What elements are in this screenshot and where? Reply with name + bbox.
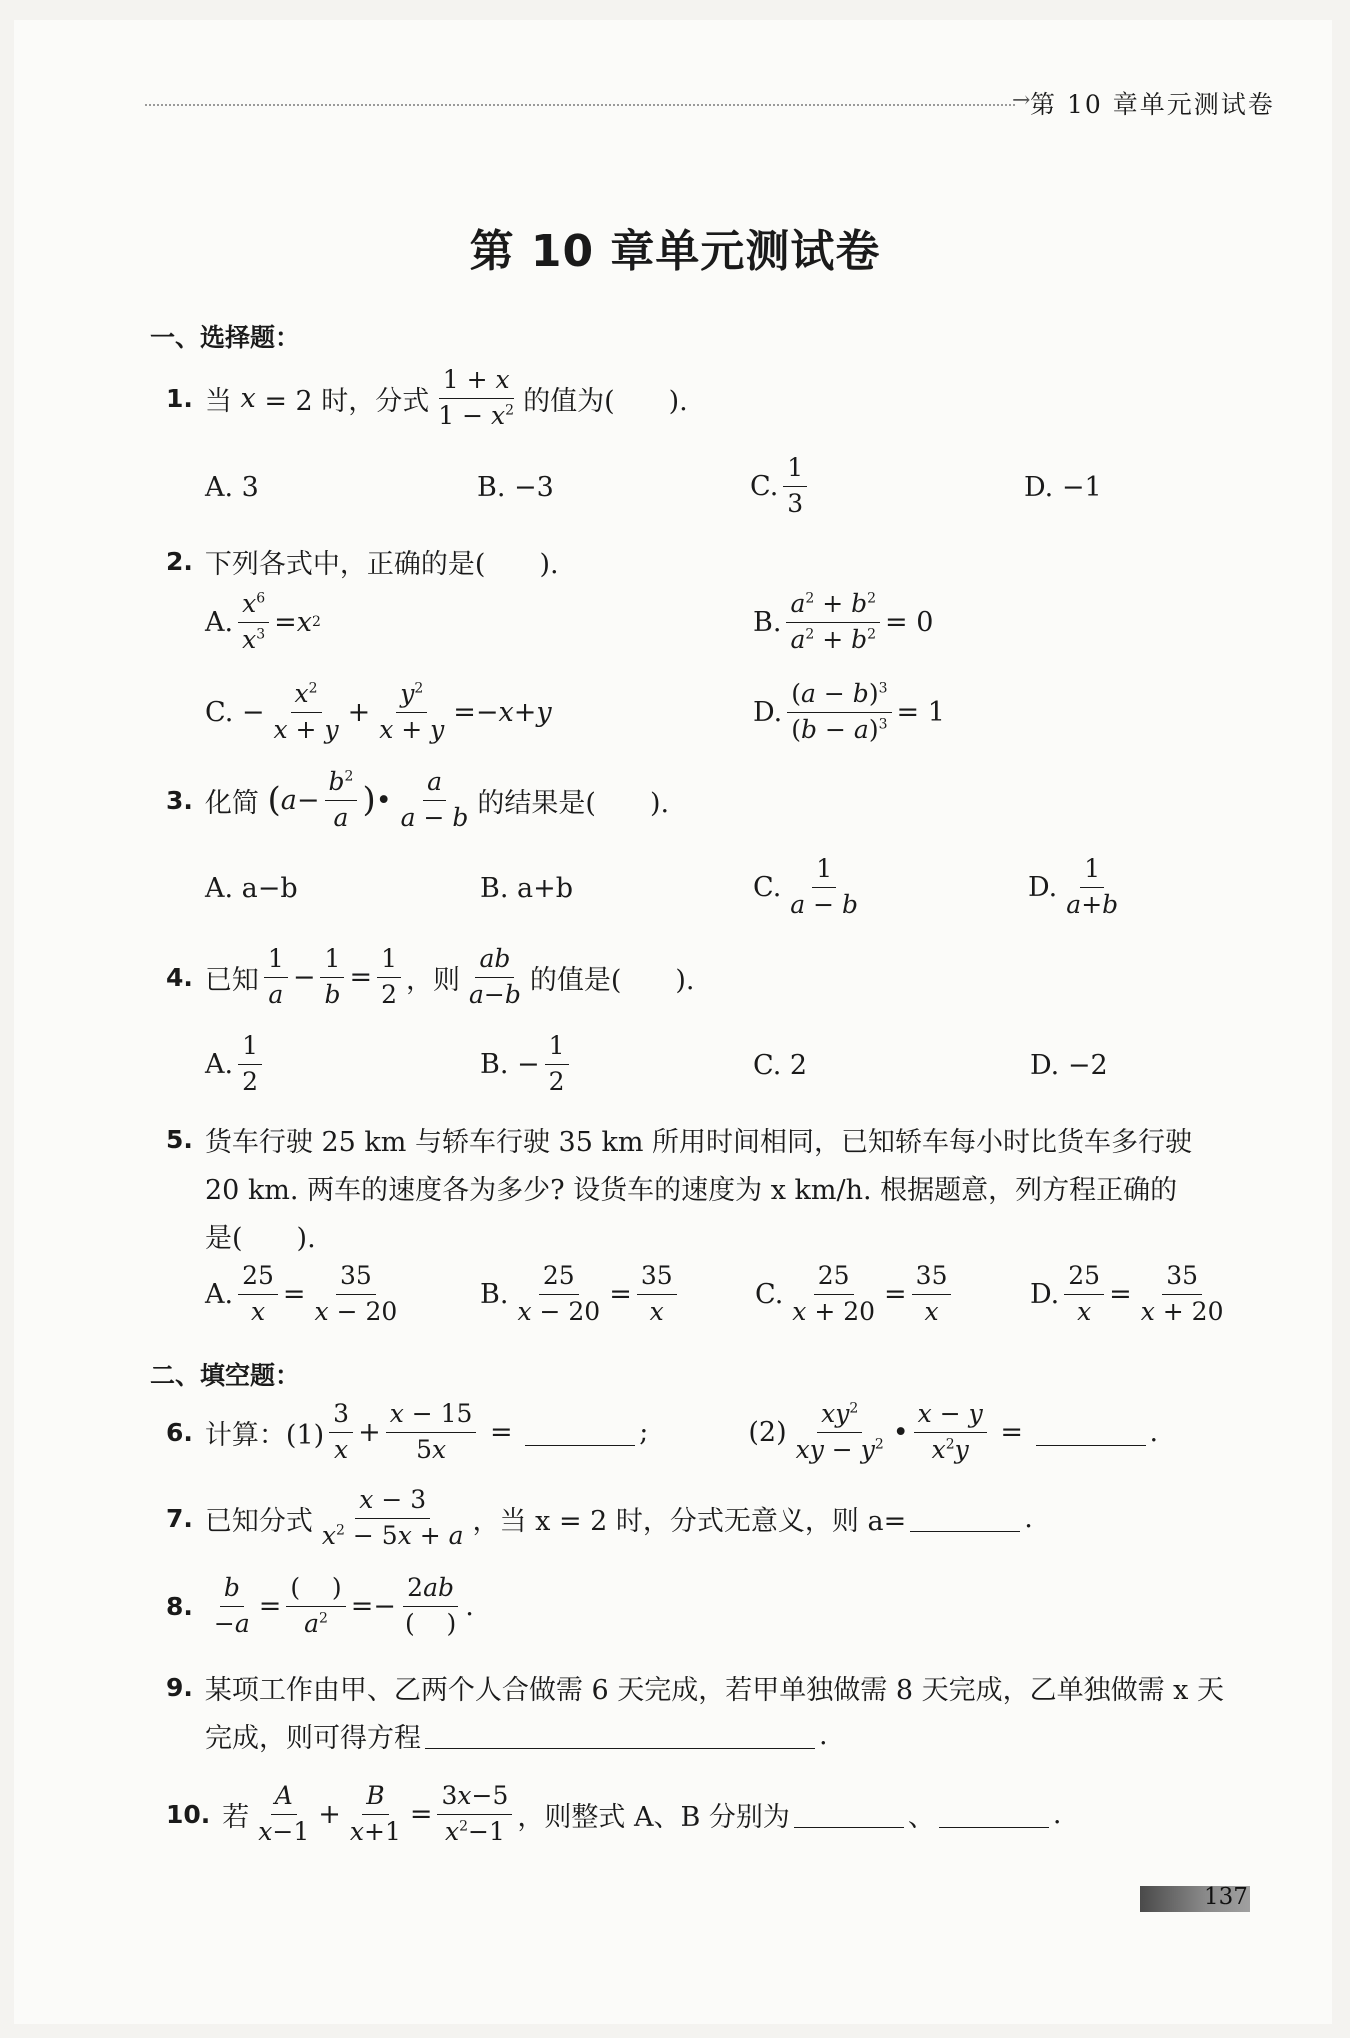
question-7: 7. 已知分式 $\frac{x - 3}{x^2 - 5x + a}$ ，当 x = 2 时，分式无意义，则 a= . [166, 1485, 1033, 1550]
question-number: 3. [166, 785, 193, 815]
q2-option-c[interactable]: C. − $\frac{x^2}{x + y}$ + $\frac{y^2}{x + y}$ =− x + y [205, 679, 552, 744]
q9-line-2: 完成，则可得方程 . [205, 1720, 828, 1754]
arrow-icon: → [1012, 88, 1031, 113]
fraction: $\frac{1 + x}{1 - x^2}$ [438, 365, 515, 430]
q5-line-3: 是( ). [205, 1223, 316, 1254]
q1-text-pre: 当 [204, 385, 232, 417]
question-number: 8. [166, 1591, 193, 1621]
question-1: 1. 当 x = 2 时，分式 $\frac{1 + x}{1 - x^2}$ 的值为( ). [166, 365, 688, 430]
question-8: 8. $\frac{b}{-a}$ = $\frac{( )}{a^2}$ =− $\frac{2ab}{( )}$ . [166, 1573, 474, 1638]
q3-text-pre: 化简 [204, 787, 259, 819]
q3-option-b[interactable]: B. a+b [480, 873, 574, 904]
q1-option-d[interactable]: D. −1 [1024, 472, 1102, 503]
q1-option-a[interactable]: A. 3 [205, 472, 259, 503]
question-number: 9. [166, 1673, 193, 1702]
answer-blank[interactable] [939, 1801, 1049, 1828]
q4-option-d[interactable]: D. −2 [1030, 1050, 1108, 1081]
question-number: 10. [166, 1799, 211, 1829]
section-choice: 一、选择题： [150, 323, 301, 352]
answer-blank[interactable] [910, 1505, 1020, 1532]
q1-text-mid: = 2 时，分式 [264, 385, 430, 417]
q5-option-c[interactable]: C. $\frac{25}{x + 20}$ = $\frac{35}{x}$ [755, 1262, 956, 1327]
q4-text-pre: 已知 [204, 964, 259, 996]
running-header: 第 10 章单元测试卷 [1030, 90, 1275, 119]
q5-line-1: 货车行驶 25 km 与轿车行驶 35 km 所用时间相同，已知轿车每小时比货车多行驶 [204, 1127, 1193, 1158]
q6-part-2: (2) [748, 1416, 787, 1448]
q3-option-c[interactable]: C. $\frac{1}{a - b}$ [753, 854, 859, 919]
q10-text-post: ，则整式 A、B 分别为 [517, 1801, 790, 1833]
answer-blank[interactable] [1036, 1419, 1146, 1446]
question-number: 2. [166, 547, 193, 576]
q1-option-c[interactable]: C. $\frac{1}{3}$ [750, 454, 812, 519]
question-number: 5. [166, 1125, 193, 1154]
question-number: 7. [166, 1503, 193, 1533]
answer-blank[interactable] [425, 1722, 815, 1749]
q2-option-b[interactable]: B. $\frac{a^2 + b^2}{a^2 + b^2}$ = 0 [753, 589, 934, 654]
q4-option-a[interactable]: A. $\frac{1}{2}$ [205, 1032, 267, 1097]
question-4: 4. 已知 $\frac{1}{a}$ − $\frac{1}{b}$ = $\frac{1}{2}$ ，则 $\frac{ab}{a-b}$ 的值是( ). [166, 944, 695, 1009]
section-fill: 二、填空题： [150, 1361, 301, 1390]
q1-option-b[interactable]: B. −3 [477, 472, 554, 503]
q2-option-a[interactable]: A. $\frac{x^6}{x^3}$ = x 2 [205, 589, 321, 654]
question-6: 6. 计算：(1) $\frac{3}{x}$ + $\frac{x - 15}{5x}$ = ; (2) $\frac{xy^2}{xy - y^2}$ • $\frac{x - y}{x^2y}$ = . [166, 1399, 1159, 1464]
question-2 [166, 542, 559, 581]
question-10: 10. 若 $\frac{A}{x-1}$ + $\frac{B}{x+1}$ = $\frac{3x-5}{x^2-1}$ ，则整式 A、B 分别为 、 . [166, 1781, 1062, 1846]
answer-blank[interactable] [525, 1419, 635, 1446]
q9-line-1: 某项工作由甲、乙两个人合做需 6 天完成，若甲单独做需 8 天完成，乙单独做需 x 天 [204, 1675, 1224, 1706]
q10-text-pre: 若 [222, 1801, 250, 1833]
page-title: 第 10 章单元测试卷 [469, 226, 881, 277]
q5-line-2: 20 km. 两车的速度各为多少? 设货车的速度为 x km/h. 根据题意，列方程正确的 [205, 1175, 1178, 1206]
q5-option-d[interactable]: D. $\frac{25}{x}$ = $\frac{35}{x + 20}$ [1030, 1261, 1224, 1326]
q3-option-a[interactable]: A. a−b [205, 873, 298, 904]
q4-text-mid: ，则 [405, 964, 460, 996]
question-9 [166, 1668, 1224, 1707]
q4-option-c[interactable]: C. 2 [753, 1050, 808, 1081]
q7-text-mid: ，当 x = 2 时，分式无意义，则 a= [472, 1505, 907, 1537]
q3-text-post: 的结果是( ). [477, 787, 670, 819]
header-rule [145, 104, 1015, 106]
page-number: 137 [1204, 1884, 1248, 1910]
question-number: 6. [166, 1417, 193, 1447]
q4-text-post: 的值是( ). [529, 964, 695, 996]
question-number: 1. [166, 383, 193, 413]
question-5 [166, 1120, 1192, 1159]
question-3: 3. 化简 ( a − $\frac{b^2}{a}$ ) • $\frac{a}{a - b}$ 的结果是( ). [166, 767, 670, 832]
q1-text-post: 的值为( ). [523, 385, 688, 417]
q5-option-a[interactable]: A. $\frac{25}{x}$ = $\frac{35}{x - 20}$ [205, 1261, 398, 1326]
q7-text-pre: 已知分式 [204, 1505, 313, 1537]
q4-option-b[interactable]: B. − $\frac{1}{2}$ [480, 1032, 574, 1097]
q5-option-b[interactable]: B. $\frac{25}{x - 20}$ = $\frac{35}{x}$ [480, 1262, 682, 1327]
q6-text-pre: 计算：(1) [204, 1419, 325, 1451]
q2-option-d[interactable]: D. $\frac{(a - b)^3}{(b - a)^3}$ = 1 [753, 679, 945, 744]
question-number: 4. [166, 962, 193, 992]
q2-text: 下列各式中，正确的是( ). [204, 549, 559, 580]
q3-option-d[interactable]: D. $\frac{1}{a+b}$ [1028, 854, 1119, 919]
answer-blank[interactable] [794, 1801, 904, 1828]
